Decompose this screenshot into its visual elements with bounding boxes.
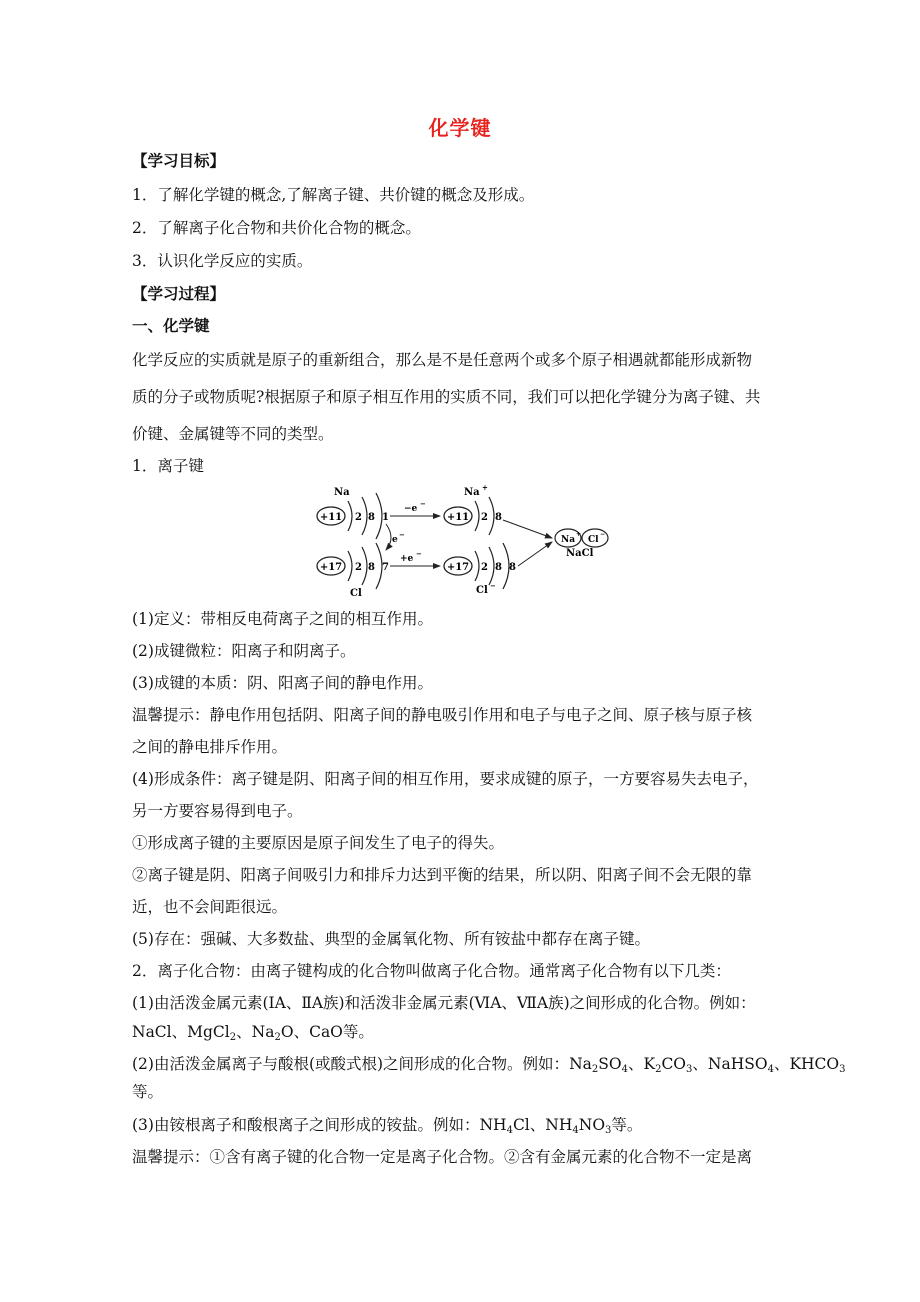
gain-electron-label: +e: [400, 554, 414, 564]
tip-1-line-1: 温馨提示：静电作用包括阴、阳离子间的静电吸引作用和电子与电子之间、原子核与原子核: [132, 706, 753, 724]
condition-point-2-line-2: 近，也不会间距很远。: [132, 898, 288, 916]
cl-label: Cl: [350, 588, 362, 598]
formula-nacl: NaCl: [132, 1023, 172, 1041]
formula-khco3: $KHCO_3$: [789, 1055, 846, 1075]
cl-shell-count-3: 7: [382, 562, 389, 573]
intro-line-2: 质的分子或物质呢?根据原子和原子相互作用的实质不同，我们可以把化学键分为离子键、共: [132, 388, 761, 406]
condition-point-1: ①形成离子键的主要原因是原子间发生了电子的得失。: [132, 834, 505, 852]
na-shell-1: [348, 501, 352, 531]
cl-ion-nucleus-charge: +17: [446, 562, 470, 573]
formula-na2so4: $Na_2SO_4$: [569, 1055, 628, 1075]
kind-2-tail: 等。: [132, 1083, 164, 1101]
na-shell-count-3: 1: [382, 512, 389, 523]
condition-point-2-line-1: ②离子键是阴、阳离子间吸引力和排斥力达到平衡的结果，所以阴、阳离子间不会无限的靠: [132, 866, 753, 884]
goals-header: 【学习目标】: [132, 152, 226, 170]
product-cl-label: Cl: [588, 535, 599, 545]
cl-ion-label: Cl: [476, 585, 488, 596]
subsection-ionic-compound: 2．离子化合物：由离子键构成的化合物叫做离子化合物。通常离子化合物有以下几类：: [132, 962, 731, 980]
formation-condition-line-1: (4)形成条件：离子键是阴、阳离子间的相互作用，要求成键的原子，一方要容易失去电子，: [132, 770, 759, 788]
goal-item-2: 2．了解离子化合物和共价化合物的概念。: [132, 219, 421, 237]
bonding-particles-line: (2)成键微粒：阳离子和阴离子。: [132, 642, 356, 660]
formula-k2co3: $K_2CO_3$: [643, 1055, 693, 1075]
cl-ion-charge: −: [490, 581, 496, 590]
process-header: 【学习过程】: [132, 285, 226, 303]
product-na-label: Na: [561, 535, 576, 545]
cl-shell-1: [348, 551, 352, 581]
na-ion-label: Na: [464, 487, 480, 498]
na-shell-count-1: 2: [355, 512, 362, 523]
formula-nh4cl: $NH_4Cl$: [479, 1116, 530, 1136]
cl-ion-shell-count-2: 8: [495, 562, 502, 573]
formula-cao: CaO: [309, 1023, 343, 1041]
kind-1-line: (1)由活泼金属元素(ⅠA、ⅡA族)和活泼非金属元素(ⅥA、ⅦA族)之间形成的化合物。例如：: [132, 994, 756, 1012]
tip-1-line-2: 之间的静电排斥作用。: [132, 738, 288, 756]
bond-nature-line: (3)成键的本质：阴、阳离子间的静电作用。: [132, 674, 433, 692]
section-1-title: 一、化学键: [132, 317, 210, 335]
page-title: 化学键: [428, 116, 492, 140]
cl-ion-shell-2: [489, 547, 494, 585]
transfer-electron-charge: −: [399, 530, 405, 539]
product-na-charge: +: [576, 531, 582, 538]
cl-to-product-arrow: [518, 542, 552, 566]
na-ion-shell-2: [489, 497, 494, 535]
product-cl-charge: −: [600, 531, 606, 538]
na-nucleus-charge: +11: [319, 512, 343, 523]
cl-nucleus-charge: +17: [319, 562, 343, 573]
na-ion-shell-count-1: 2: [481, 512, 488, 523]
intro-line-1: 化学反应的实质就是原子的重新组合，那么是不是任意两个或多个原子相遇就都能形成新物: [132, 351, 753, 369]
na-ion-shell-count-2: 8: [495, 512, 502, 523]
product-label: NaCl: [566, 548, 594, 559]
goal-item-1: 1．了解化学键的概念,了解离子键、共价键的概念及形成。: [132, 186, 535, 204]
definition-line: (1)定义：带相反电荷离子之间的相互作用。: [132, 610, 433, 628]
kind-3-line: (3)由铵根离子和酸根离子之间形成的铵盐。例如：$NH_4Cl$、$NH_4NO_3$等。: [132, 1116, 643, 1136]
kind-2-line: (2)由活泼金属离子与酸根(或酸式根)之间形成的化合物。例如：$Na_2SO_4$、$K_2CO_3$、NaHSO$_4$、$KHCO_3$: [132, 1055, 846, 1075]
lose-electron-label: −e: [404, 504, 418, 514]
cl-shell-count-2: 8: [368, 562, 375, 573]
transfer-electron-label: e: [392, 535, 398, 545]
cl-shell-2: [362, 547, 367, 585]
cl-ion-shell-count-3: 8: [509, 562, 516, 573]
na-label: Na: [334, 487, 350, 498]
na-shell-2: [362, 497, 367, 535]
na-to-product-arrow: [503, 520, 552, 538]
kind-1-examples: NaCl、MgCl$_2$、$Na_2O$、CaO等。: [132, 1023, 374, 1043]
electron-transfer-arrow: [386, 524, 391, 550]
intro-line-3: 价键、金属键等不同的类型。: [132, 425, 334, 443]
cl-shell-count-1: 2: [355, 562, 362, 573]
gain-electron-charge: −: [416, 549, 422, 558]
lose-electron-charge: −: [420, 499, 426, 508]
na-shell-count-2: 8: [368, 512, 375, 523]
subsection-ionic-bond: 1．离子键: [132, 457, 204, 475]
cl-ion-shell-count-1: 2: [481, 562, 488, 573]
na-ion-nucleus-charge: +11: [446, 512, 470, 523]
na-ion-charge: +: [482, 483, 488, 492]
existence-line: (5)存在：强碱、大多数盐、典型的金属氧化物、所有铵盐中都存在离子键。: [132, 930, 650, 948]
formation-condition-line-2: 另一方要容易得到电子。: [132, 802, 303, 820]
tip-2-line: 温馨提示：①含有离子键的化合物一定是离子化合物。②含有金属元素的化合物不一定是离: [132, 1148, 753, 1166]
formula-nh4no3: $NH_4NO_3$: [545, 1116, 612, 1136]
goal-item-3: 3．认识化学反应的实质。: [132, 252, 313, 270]
cl-ion-shell-1: [475, 551, 479, 581]
formula-na2o: $Na_2O$: [251, 1023, 294, 1043]
formula-nahso4: NaHSO$_4$: [707, 1055, 774, 1075]
na-ion-shell-1: [475, 501, 479, 531]
formula-mgcl2: MgCl$_2$: [187, 1023, 237, 1043]
ionic-bond-diagram: [300, 480, 630, 598]
